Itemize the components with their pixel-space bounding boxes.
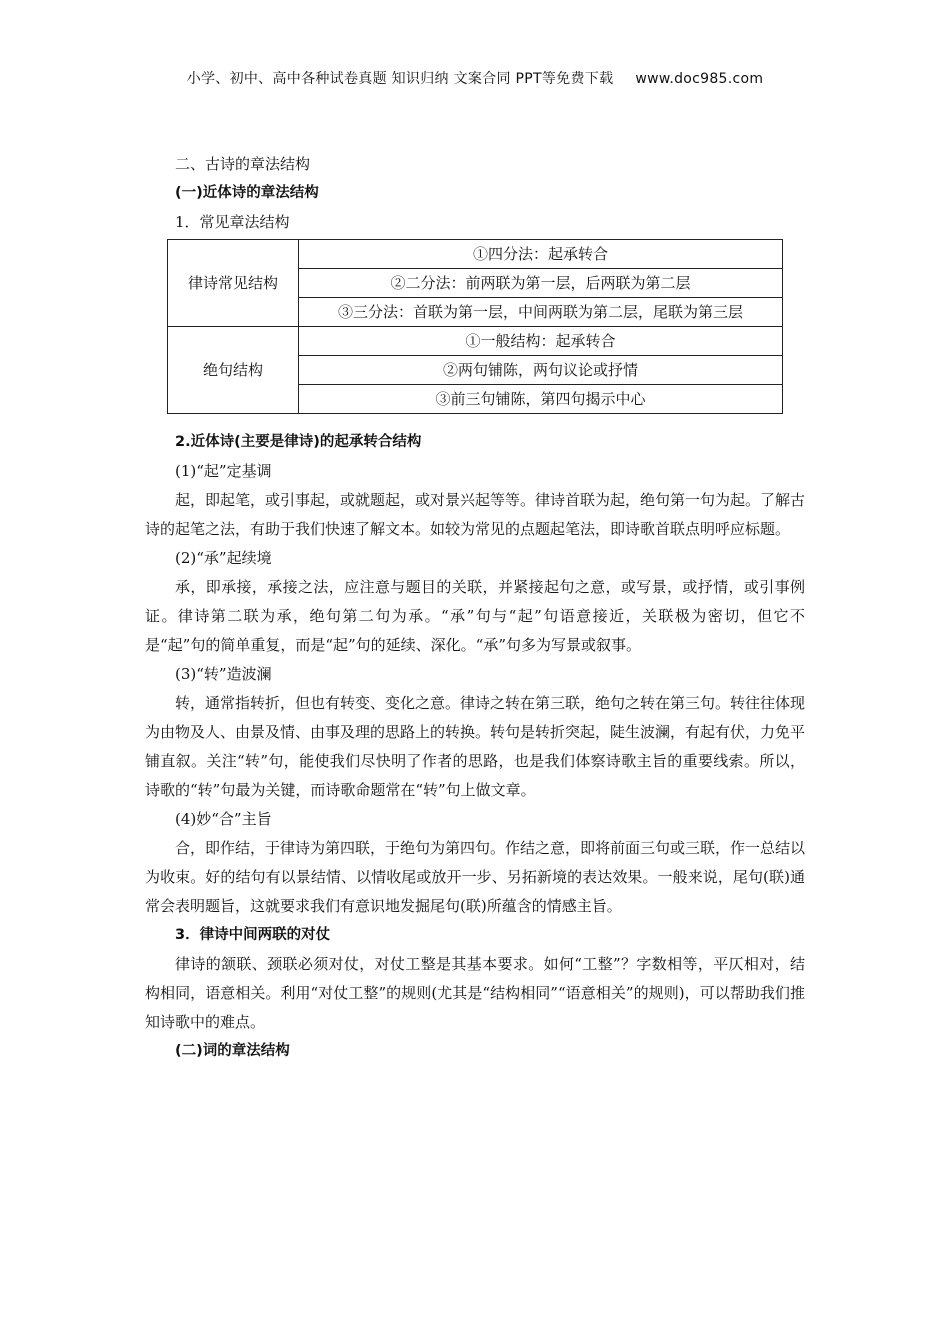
item3-title: 3．律诗中间两联的对仗 (175, 927, 331, 943)
table-cell: ①一般结构：起承转合 (299, 327, 783, 356)
table-cell: ②两句铺陈，两句议论或抒情 (299, 356, 783, 385)
part-body: 起，即起笔，或引事起，或就题起，或对景兴起等等。律诗首联为起，绝句第一句为起。了解古诗的起笔之法，有助于我们快速了解文本。如较为常见的点题起笔法，即诗歌首联点明呼应标题。 (145, 491, 806, 538)
section-title: 二、古诗的章法结构 (175, 155, 311, 173)
part-body: 承，即承接，承接之法，应注意与题目的关联，并紧接起句之意，或写景，或抒情，或引事例证。律诗第二联为承，绝句第二句为承。“承”句与“起”句语意接近，关联极为密切，但它不是“起”句的简单重复，而是“起”句的延续、深化。“承”句多为写景或叙事。 (145, 578, 805, 654)
subsection1-title: (一)近体诗的章法结构 (175, 185, 319, 201)
page-header (0, 68, 950, 88)
structure-table (167, 239, 783, 414)
table-cell: ①四分法：起承转合 (299, 240, 783, 269)
table-cell: ③前三句铺陈，第四句揭示中心 (299, 385, 783, 414)
part-body: 转，通常指转折，但也有转变、变化之意。律诗之转在第三联，绝句之转在第三句。转往往体现为由物及人、由景及情、由事及理的思路上的转换。转句是转折突起，陡生波澜，有起有伏，力免平铺直叙。关注“转”句，能使我们尽快明了作者的思路，也是我们体察诗歌主旨的重要线索。所以，诗歌的“转”句最为关键，而诗歌命题常在“转”句上做文章。 (145, 694, 806, 799)
table-cell: ②二分法：前两联为第一层，后两联为第二层 (299, 269, 783, 298)
table-row (168, 240, 783, 269)
item1-title: 1．常见章法结构 (175, 213, 290, 231)
part-heading: (4)妙“合”主旨 (175, 810, 272, 828)
item3-body: 律诗的颔联、颈联必须对仗，对仗工整是其基本要求。如何“工整”？字数相等，平仄相对，结构相同，语意相关。利用“对仗工整”的规则(尤其是“结构相同”“语意相关”的规则)，可以帮助我们推知诗歌中的难点。 (145, 955, 805, 1031)
document-body (145, 150, 805, 1066)
header-url[interactable]: www.doc985.com (635, 71, 764, 87)
part-heading: (1)“起”定基调 (175, 462, 272, 480)
header-text: 小学、初中、高中各种试卷真题 知识归纳 文案合同 PPT等免费下载 (186, 71, 614, 87)
table-group-label: 绝句结构 (168, 327, 299, 414)
part-heading: (3)“转”造波澜 (175, 665, 272, 683)
table-row (168, 327, 783, 356)
item2-title: 2.近体诗(主要是律诗)的起承转合结构 (175, 434, 422, 450)
part-heading: (2)“承”起续境 (175, 549, 272, 567)
subsection2-title: (二)词的章法结构 (175, 1043, 290, 1059)
part-body: 合，即作结，于律诗为第四联，于绝句为第四句。作结之意，即将前面三句或三联，作一总结以为收束。好的结句有以景结情、以情收尾或放开一步、另拓新境的表达效果。一般来说，尾句(联)通常会表明题旨，这就要求我们有意识地发掘尾句(联)所蕴含的情感主旨。 (145, 839, 806, 915)
table-cell: ③三分法：首联为第一层，中间两联为第二层，尾联为第三层 (299, 298, 783, 327)
table-group-label: 律诗常见结构 (168, 240, 299, 327)
